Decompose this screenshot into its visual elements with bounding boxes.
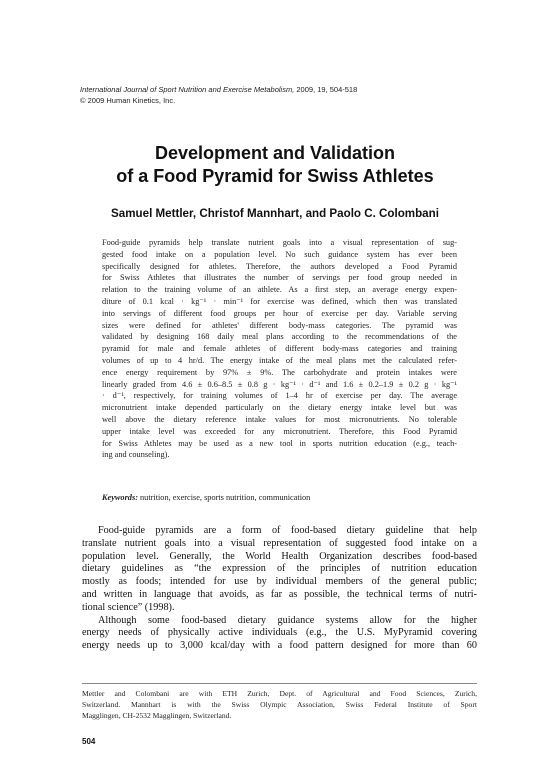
footnote-line: Switzerland. Mannhart is with the Swiss Olympic Association, Swiss Federal Institute of Sport [82,700,477,709]
abstract-line: upper intake level was exceeded for any micronutrient. Therefore, this Food Pyramid [102,426,457,436]
abstract-line: sizes were defined for athletes' different body-mass categories. The pyramid was [102,320,457,330]
journal-citation [80,84,480,95]
affiliation-footnote [82,688,477,721]
abstract-line: pyramid for male and female athletes of different body-mass categories and training [102,344,457,354]
footnote-divider [82,683,477,684]
abstract-line: validated by designing 168 daily meal plans according to the recommendations of the [102,332,457,342]
author-list: Samuel Mettler, Christof Mannhart, and Paolo C. Colombani [111,207,439,220]
body-line: dietary guidelines as “the expression of the principles of nutrition education [82,563,477,575]
abstract-line: specifically designed for athletes. Therefore, the authors developed a Food Pyramid [102,261,457,271]
abstract-line: micronutrient intake depended particularly on the dietary energy intake level but was [102,403,457,413]
abstract-line: ence energy requirement by 97% ± 9%. The carbohydrate and protein intakes were [102,367,457,377]
journal-header [80,84,480,106]
abstract-line: for Swiss Athletes that illustrates the number of servings per food group needed in [102,273,457,283]
body-line: energy needs of physically active individuals (e.g., the U.S. MyPyramid covering [82,627,477,639]
abstract [102,237,457,461]
body-line: Although some food-based dietary guidance systems allow for the higher [98,614,477,626]
body-line: and written in language that avoids, as far as possible, the technical terms of nutri- [82,588,477,600]
abstract-line: Food-guide pyramids help translate nutrient goals into a visual representation of sug- [102,238,457,247]
body-line: mostly as foods; intended for use by individual members of the general public; [82,576,477,588]
body-text [82,525,477,653]
article-title [60,142,490,188]
keywords-text: nutrition, exercise, sports nutrition, communication [137,493,311,502]
body-line: population level. Generally, the World Health Organization describes food-based [82,550,477,562]
body-line: translate nutrient goals into a visual representation of suggested food intake on a [82,537,477,549]
footnote-line: Magglingen, CH-2532 Magglingen, Switzerland. [82,711,232,720]
body-line: tional science” (1998). [82,601,175,613]
title-line: Development and Validation [154,143,396,163]
page-number: 504 [82,737,96,746]
abstract-line: for Swiss Athletes may be used as a new tool in sports nutrition education (e.g., teach- [102,438,457,448]
copyright-line: © 2009 Human Kinetics, Inc. [80,96,176,105]
title-line: of a Food Pyramid for Swiss Athletes [116,166,434,186]
abstract-line: · d⁻¹, respectively, for training volumes of 1–4 hr of exercise per day. The average [102,391,457,401]
journal-name: International Journal of Sport Nutrition and Exercise Metabolism, [80,85,295,94]
abstract-line: gested food intake on a population level. No such guidance system has ever been [102,249,457,259]
abstract-line: into servings of different food groups per hour of exercise per day. Variable serving [102,308,457,318]
abstract-line: ing and counseling). [102,450,170,460]
footnote-line: Mettler and Colombani are with ETH Zurich, Dept. of Agricultural and Food Sciences, Zurich, [82,689,477,698]
abstract-line: well above the dietary reference intake values for most micronutrients. No tolerable [102,414,457,424]
abstract-line: volumes of up to 4 hr/d. The energy intake of the meal plans met the calculated refer- [102,355,457,365]
body-line: Food-guide pyramids are a form of food-based dietary guideline that help [98,525,477,536]
body-line: energy needs up to 3,000 kcal/day with a food pattern designed for more than 60 [82,640,477,652]
abstract-line: linearly graded from 4.6 ± 0.6–8.5 ± 0.8 g · kg⁻¹ · d⁻¹ and 1.6 ± 0.2–1.9 ± 0.2 g · kg⁻¹ [102,379,457,389]
keywords [102,492,457,504]
abstract-line: relation to the training volume of an athlete. As a first step, an average energy expen- [102,285,457,295]
abstract-line: diture of 0.1 kcal · kg⁻¹ · min⁻¹ for exercise was defined, which then was translated [102,296,457,306]
journal-volume: 2009, 19, 504-518 [294,85,358,94]
keywords-label: Keywords: [102,493,138,502]
